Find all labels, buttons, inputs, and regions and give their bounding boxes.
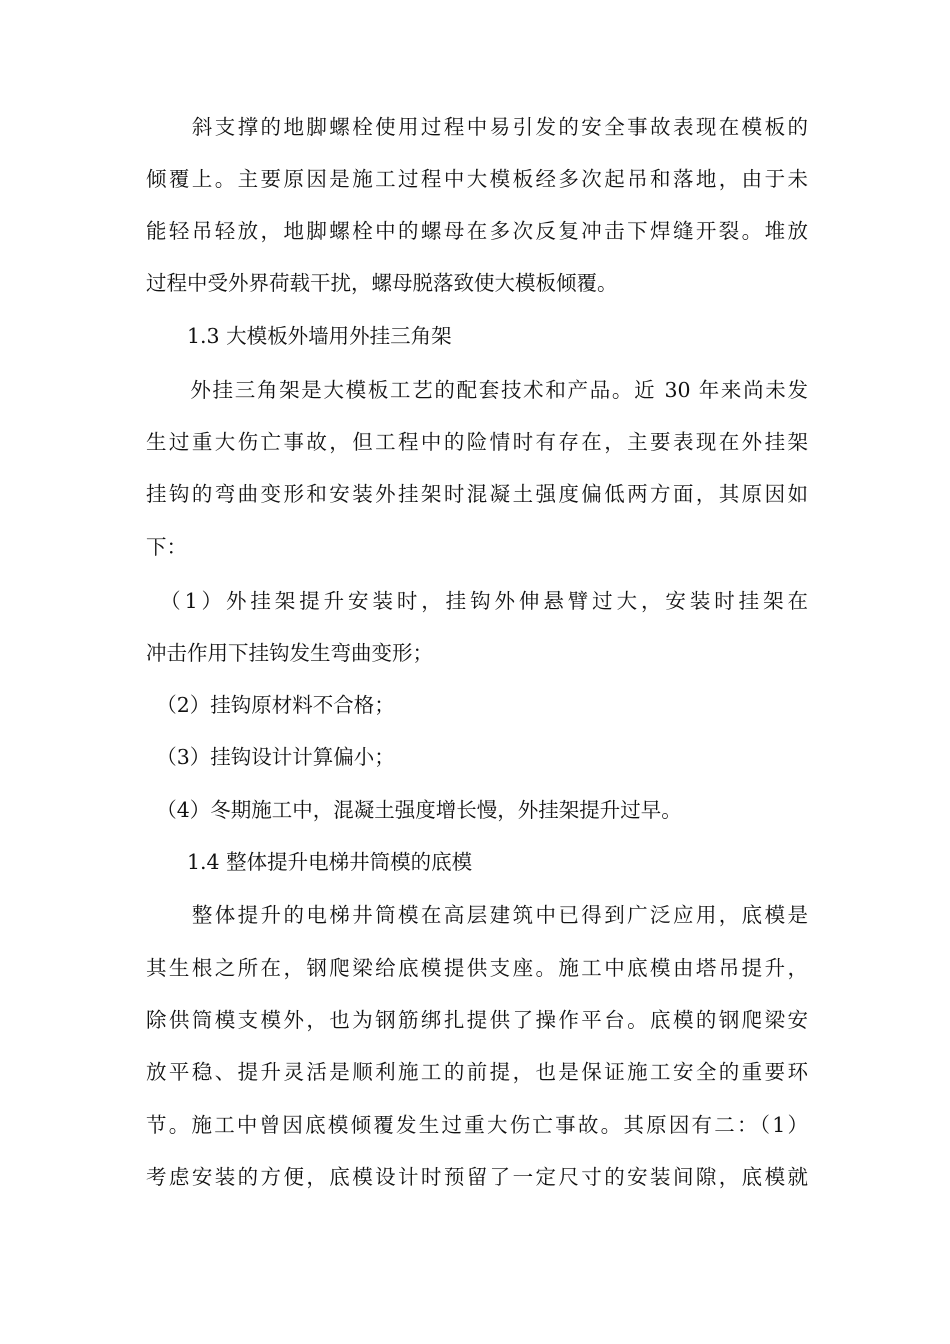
section-heading: 1.3 大模板外墙用外挂三角架 [146,324,452,348]
text-line: 外挂三角架是大模板工艺的配套技术和产品。近 30 年来尚未发 [146,378,808,402]
text-line: 过程中受外界荷载干扰，螺母脱落致使大模板倾覆。 [146,271,618,295]
text-line: 斜支撑的地脚螺栓使用过程中易引发的安全事故表现在模板的 [146,115,808,139]
list-item: （1）外挂架提升安装时，挂钩外伸悬臂过大，安装时挂架在 [146,589,808,613]
text-line: 考虑安装的方便，底模设计时预留了一定尺寸的安装间隙，底模就 [146,1165,808,1189]
text-line: 整体提升的电梯井筒模在高层建筑中已得到广泛应用，底模是 [146,903,808,927]
section-heading: 1.4 整体提升电梯井筒模的底模 [146,850,473,874]
list-item: （4）冬期施工中，混凝土强度增长慢，外挂架提升过早。 [146,798,682,822]
text-line: 节。施工中曾因底模倾覆发生过重大伤亡事故。其原因有二：（1） [146,1113,808,1137]
text-line: 生过重大伤亡事故，但工程中的险情时有存在，主要表现在外挂架 [146,430,808,454]
text-line: 冲击作用下挂钩发生弯曲变形； [146,641,433,665]
list-item: （3）挂钩设计计算偏小； [146,745,395,769]
text-line: 下： [146,535,187,559]
text-line: 除供筒模支模外，也为钢筋绑扎提供了操作平台。底模的钢爬梁安 [146,1008,808,1032]
text-line: 挂钩的弯曲变形和安装外挂架时混凝土强度偏低两方面，其原因如 [146,482,808,506]
text-line: 能轻吊轻放，地脚螺栓中的螺母在多次反复冲击下焊缝开裂。堆放 [146,219,808,243]
text-line: 放平稳、提升灵活是顺利施工的前提，也是保证施工安全的重要环 [146,1060,808,1084]
text-line: 其生根之所在，钢爬梁给底模提供支座。施工中底模由塔吊提升， [146,956,808,980]
text-line: 倾覆上。主要原因是施工过程中大模板经多次起吊和落地，由于未 [146,167,808,191]
list-item: （2）挂钩原材料不合格； [146,693,395,717]
